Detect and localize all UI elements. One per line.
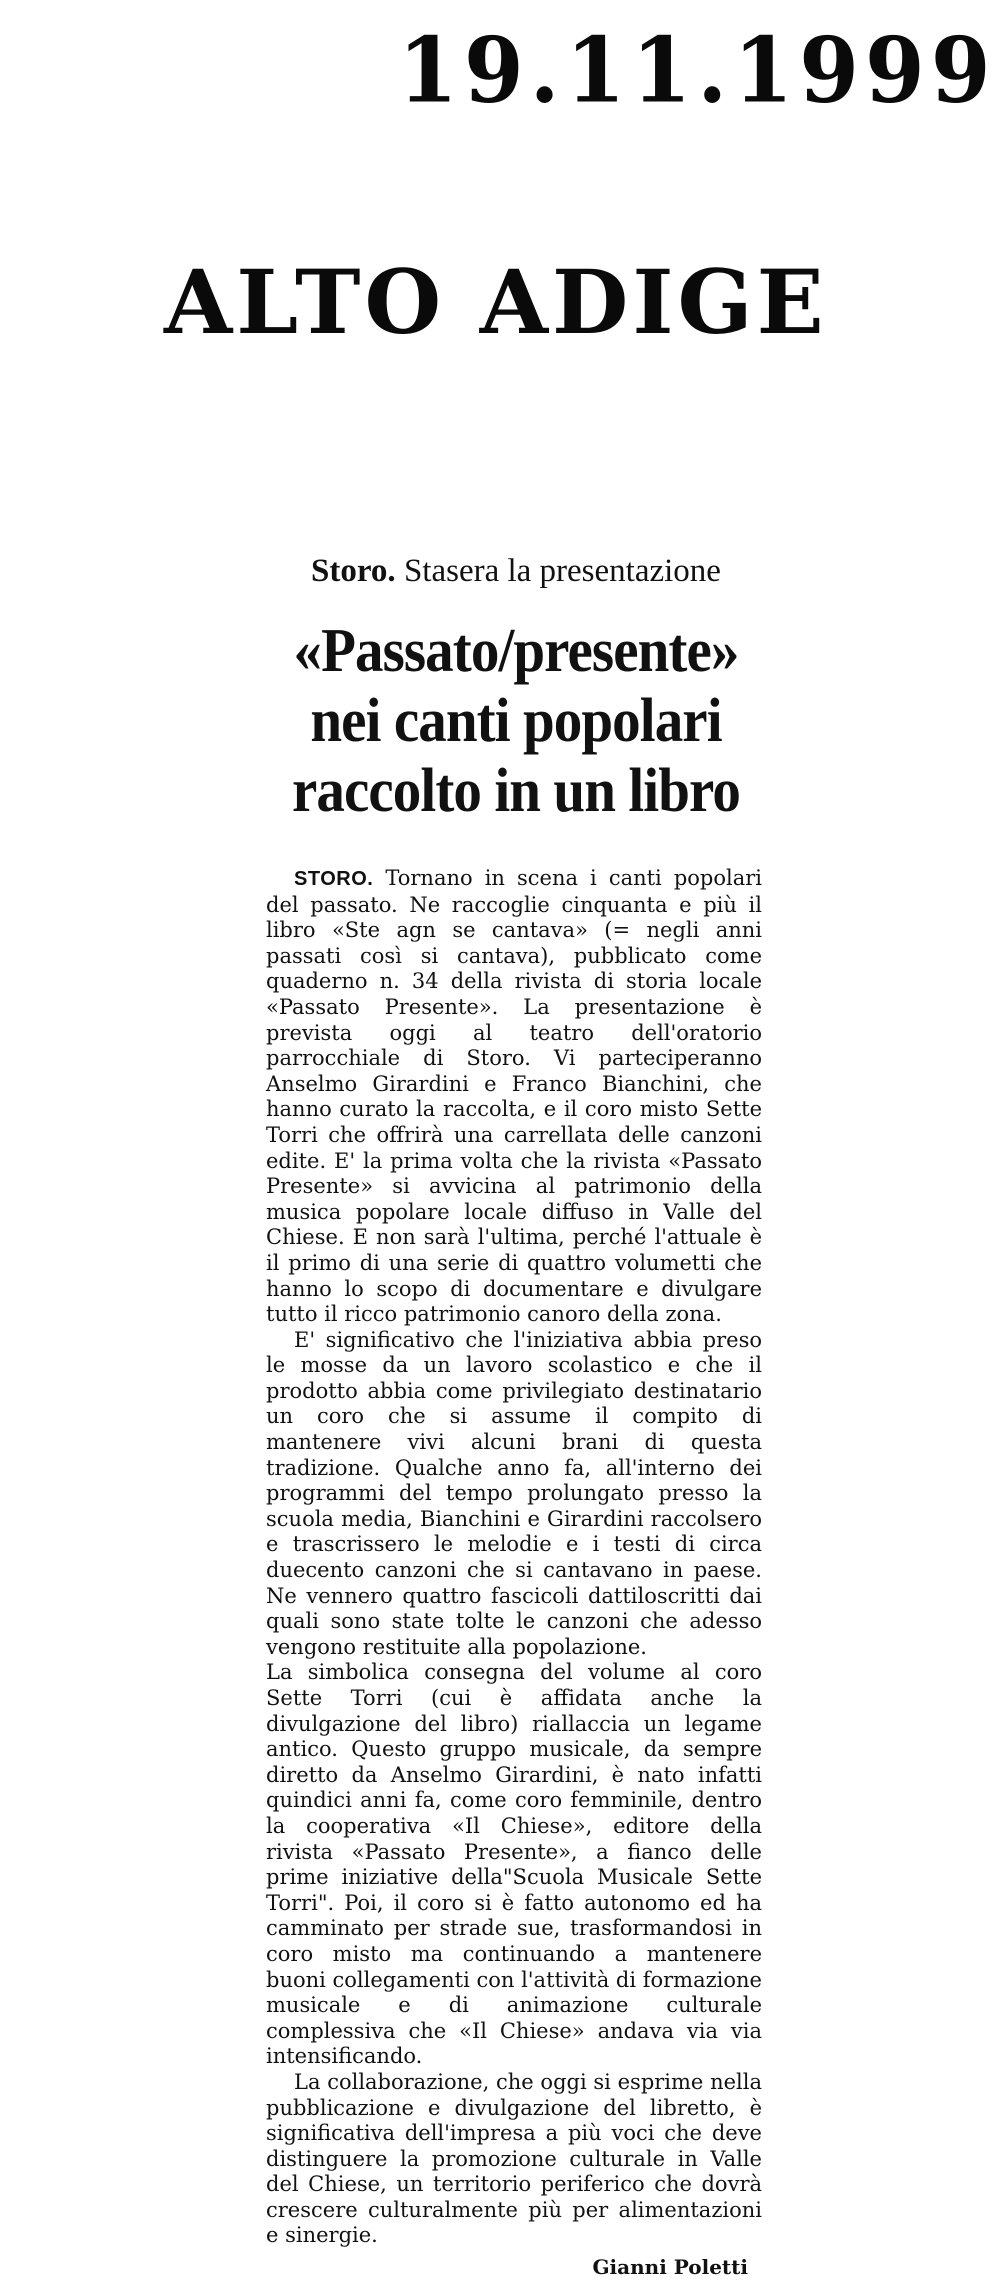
headline-line: nei canti popolari <box>310 687 722 755</box>
kicker-place: Storo. <box>311 553 396 589</box>
article-byline: Gianni Poletti <box>592 2255 748 2280</box>
article-headline <box>277 616 755 826</box>
article-kicker <box>256 555 776 588</box>
body-paragraph <box>266 866 762 1328</box>
lead-place: STORO. <box>294 868 374 890</box>
body-paragraph: La collaborazione, che oggi si esprime nella pubblicazione e divulgazione del libretto, è significativa dell'impresa a più voci che deve distinguere la promozione culturale in Valle del Chiese, un territorio periferico che dovrà crescere culturalmente più per alimentazioni e sinergie. <box>266 2069 762 2248</box>
body-paragraph: E' significativo che l'iniziativa abbia preso le mosse da un lavoro scolastico e che il prodotto abbia come privilegiato destinatario un coro che si assume il compito di mantenere vivi alcuni brani di questa tradizione. Qualche anno fa, all'interno dei programmi del tempo prolungato presso la scuola media, Bianchini e Girardini raccolsero e trascrissero le melodie e i testi di circa duecento canzoni che si cantavano in paese. Ne vennero quattro fascicoli dattiloscritti dai quali sono state tolte le canzoni che adesso vengono restituite alla popolazione. <box>266 1327 762 1659</box>
paragraph-text: Tornano in scena i canti popolari del passato. Ne raccoglie cinquanta e più il libro «Ste agn se cantava» (= negli anni passati così si cantava), pubblicato come quaderno n. 34 della rivista di storia locale «Passato Presente». La presentazione è prevista oggi al teatro dell'oratorio parrocchiale di Storo. Vi parteciperanno Anselmo Girardini e Franco Bianchini, che hanno curato la raccolta, e il coro misto Sette Torri che offrirà una carrellata delle canzoni edite. E' la prima volta che la rivista «Passato Presente» si avvicina al patrimonio della musica popolare locale diffuso in Valle del Chiese. E non sarà l'ultima, perché l'attuale è il primo di una serie di quattro volumetti che hanno lo scopo di documentare e divulgare tutto il ricco patrimonio canoro della zona. <box>266 866 762 1327</box>
headline-line: «Passato/presente» <box>293 617 739 685</box>
article-body <box>256 866 776 2281</box>
headline-line: raccolto in un libro <box>292 757 740 825</box>
clipping-date: 19.11.1999 <box>398 17 997 124</box>
newspaper-name: ALTO ADIGE <box>164 250 828 354</box>
kicker-text: Stasera la presentazione <box>403 553 721 589</box>
article <box>256 555 776 2281</box>
body-paragraph: La simbolica consegna del volume al coro Sette Torri (cui è affidata anche la divulgazione del libro) riallaccia un legame antico. Questo gruppo musicale, da sempre diretto da Anselmo Girardini, è nato infatti quindici anni fa, come coro femminile, dentro la cooperativa «Il Chiese», editore della rivista «Passato Presente», a fianco delle prime iniziative della"Scuola Musicale Sette Torri". Poi, il coro si è fatto autonomo ed ha camminato per strade sue, trasformandosi in coro misto ma continuando a mantenere buoni collegamenti con l'attività di formazione musicale e di animazione culturale complessiva che «Il Chiese» andava via via intensificando. <box>266 1660 762 2069</box>
